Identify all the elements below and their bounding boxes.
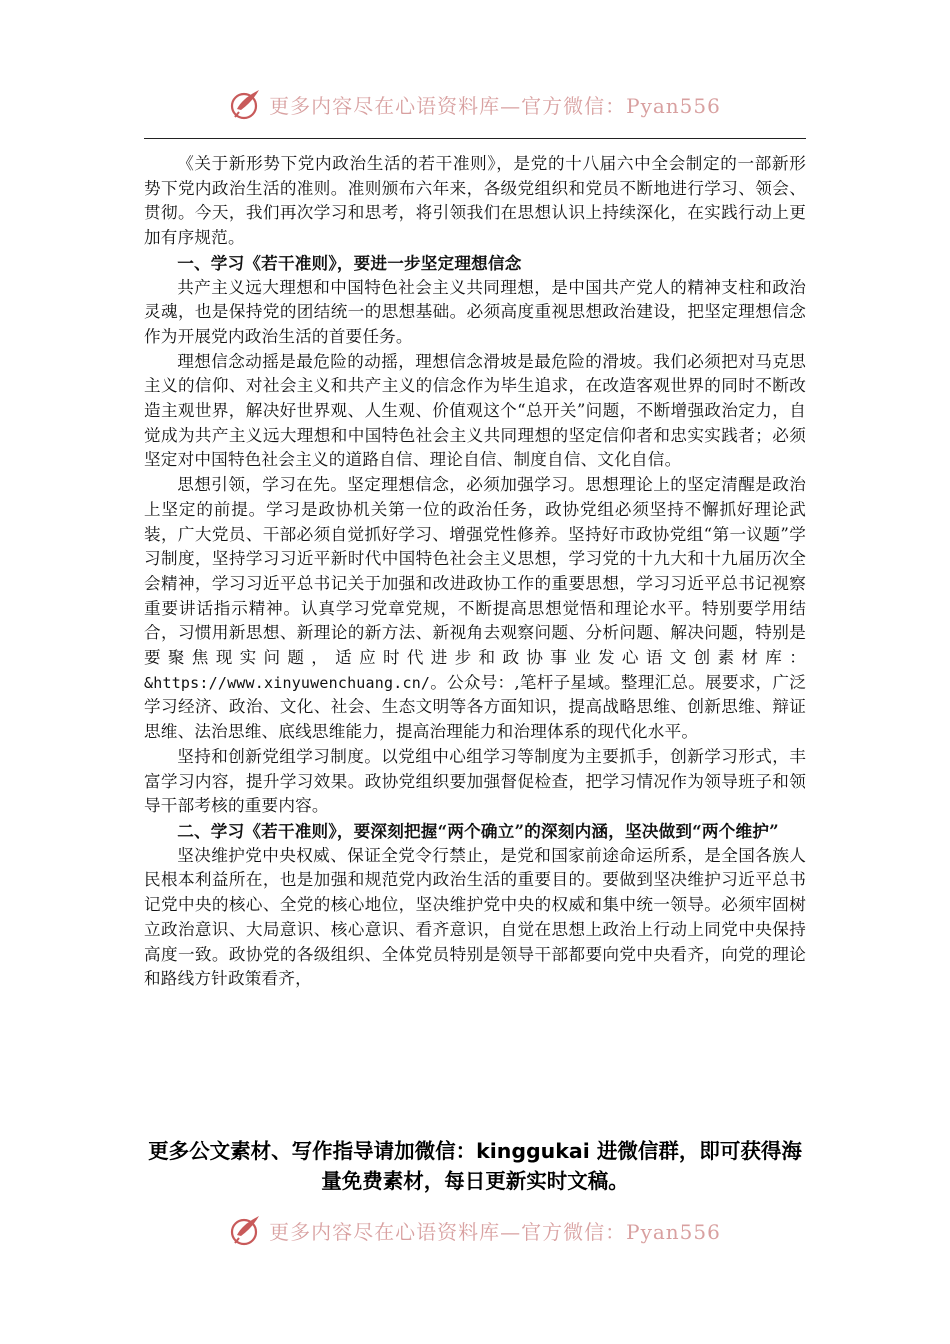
section-heading-2: 二、学习《若干准则》，要深刻把握“两个确立”的深刻内涵，坚决做到“两个维护” xyxy=(177,820,779,841)
quill-logo-icon xyxy=(229,1213,263,1247)
body-paragraph: 坚持和创新党组学习制度。以党组中心组学习等制度为主要抓手，创新学习形式，丰富学习内容，提升学习效果。政协党组织要加强督促检查，把学习情况作为领导班子和领导干部考核的重要内容。 xyxy=(144,746,806,816)
footer-promo-note: 更多公文素材、写作指导请加微信：kinggukai 进微信群，即可获得海量免费素材，每日更新实时文稿。 xyxy=(148,1139,802,1193)
body-paragraph: 理想信念动摇是最危险的动摇，理想信念滑坡是最危险的滑坡。我们必须把对马克思主义的信仰、对社会主义和共产主义的信念作为毕生追求，在改造客观世界的同时不断改造主观世界，解决好世界观、人生观、价值观这个“总开关”问题，不断增强政治定力，自觉成为共产主义远大理想和中国特色社会主义共同理想的坚定信仰者和忠实实践者；必须坚定对中国特色社会主义的道路自信、理论自信、制度自信、文化自信。 xyxy=(144,351,806,470)
body-text-segment: 思想引领，学习在先。坚定理想信念，必须加强学习。思想理论上的坚定清醒是政治上坚定的前提。学习是政协机关第一位的政治任务，政协党组必须坚持不懈抓好理论武装，广大党员、干部必须自觉抓好学习、增强党性修养。坚持好市政协党组“第一议题”学习制度，坚持学习习近平新时代中国特色社会主义思想，学习党的十九大和十九届历次全会精神，学习习近平总书记关于加强和改进政协工作的重要思想，学习习近平总书记视察重要讲话指示精神。认真学习党章党规，不断提高思想觉悟和理论水平。特别要学用结合，习惯用新思想、新理论的新方法、新视角去观察问题、分析问题、解决问题，特别是要聚焦现实问题，适应时代进步和政协事业发心语文创素材库： xyxy=(144,475,806,668)
document-body xyxy=(144,152,806,992)
footer-banner-text: 更多内容尽在心语资料库—官方微信：Pyan556 xyxy=(269,1219,721,1244)
header-banner-text: 更多内容尽在心语资料库—官方微信：Pyan556 xyxy=(269,93,721,118)
inline-url: &https://www.xinyuwenchuang.cn/ xyxy=(144,673,431,692)
body-paragraph: 坚决维护党中央权威、保证全党令行禁止，是党和国家前途命运所系，是全国各族人民根本利益所在，也是加强和规范党内政治生活的重要目的。要做到坚决维护习近平总书记党中央的核心、全党的核心地位，坚决维护党中央的权威和集中统一领导。必须牢固树立政治意识、大局意识、核心意识、看齐意识，自觉在思想上政治上行动上同党中央保持高度一致。政协党的各级组织、全体党员特别是领导干部都要向党中央看齐，向党的理论和路线方针政策看齐， xyxy=(144,845,806,989)
intro-paragraph: 《关于新形势下党内政治生活的若干准则》，是党的十八届六中全会制定的一部新形势下党内政治生活的准则。准则颁布六年来，各级党组织和党员不断地进行学习、领会、贯彻。今天，我们再次学习和思考，将引领我们在思想认识上持续深化，在实践行动上更加有序规范。 xyxy=(144,154,806,248)
footer-banner xyxy=(0,1210,950,1250)
body-paragraph xyxy=(144,473,806,745)
body-paragraph: 共产主义远大理想和中国特色社会主义共同理想，是中国共产党人的精神支柱和政治灵魂，也是保持党的团结统一的思想基础。必须高度重视思想政治建设，把坚定理想信念作为开展党内政治生活的首要任务。 xyxy=(144,277,806,346)
header-divider xyxy=(144,138,806,139)
header-banner xyxy=(0,84,950,124)
body-text-segment: 。公众号：,笔杆子星域。整理汇总。展要求，广泛学习经济、政治、文化、社会、生态文明等各方面知识，提高战略思维、创新思维、辩证思维、法治思维、底线思维能力，提高治理能力和治理体系的现代化水平。 xyxy=(144,672,806,742)
quill-logo-icon xyxy=(229,87,263,121)
section-heading-1: 一、学习《若干准则》，要进一步坚定理想信念 xyxy=(177,252,522,273)
